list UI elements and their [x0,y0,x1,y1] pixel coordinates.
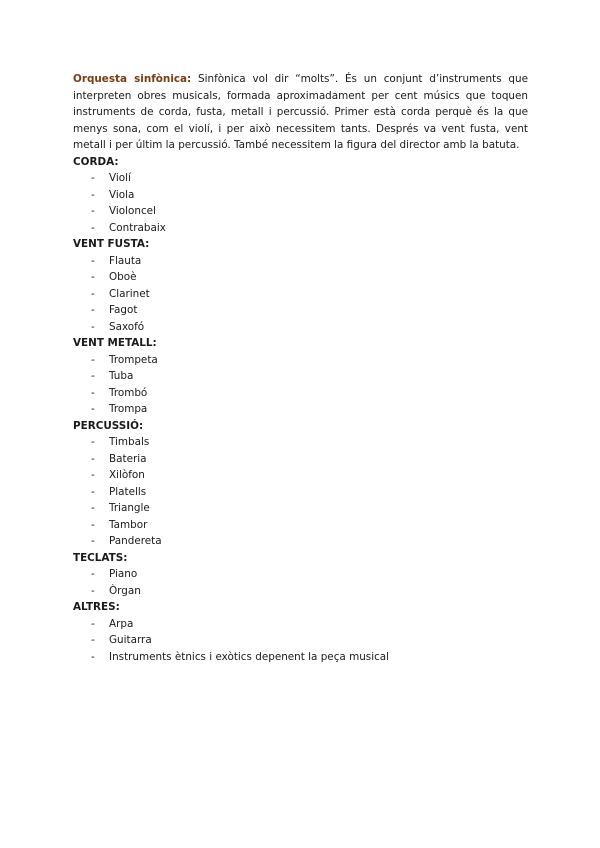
bullet-dash: - [91,386,95,399]
instrument-list [73,352,528,418]
list-item-label: Timbals [109,436,150,449]
list-item-label: Xilòfon [109,469,145,482]
section-2 [73,236,528,335]
section-5 [73,550,528,600]
list-item-label: Òrgan [109,584,141,597]
list-item [73,352,528,369]
list-item [73,187,528,204]
bullet-dash: - [91,271,95,284]
list-item [73,649,528,666]
list-item-label: Arpa [109,617,134,630]
bullet-dash: - [91,584,95,597]
list-item-label: Trombó [109,386,148,399]
list-item [73,203,528,220]
bullet-dash: - [91,370,95,383]
list-item [73,401,528,418]
list-item [73,319,528,336]
list-item-label: Flauta [109,254,142,267]
list-item-label: Fagot [109,304,138,317]
bullet-dash: - [91,436,95,449]
list-item-label: Violoncel [109,205,156,218]
section-title: TECLATS: [73,551,128,564]
section-1 [73,154,528,237]
intro-paragraph [73,71,528,154]
list-item [73,517,528,534]
instrument-list [73,170,528,236]
list-item-label: Guitarra [109,634,152,647]
intro-lead: Orquesta sinfònica: [73,73,192,85]
list-item-label: Oboè [109,271,137,284]
document-page [73,71,528,665]
bullet-dash: - [91,304,95,317]
list-item [73,385,528,402]
section-title: CORDA: [73,155,119,168]
list-item [73,467,528,484]
list-item-label: Bateria [109,452,147,465]
bullet-dash: - [91,502,95,515]
bullet-dash: - [91,485,95,498]
list-item-label: Triangle [109,502,150,515]
bullet-dash: - [91,403,95,416]
list-item [73,269,528,286]
bullet-dash: - [91,205,95,218]
bullet-dash: - [91,188,95,201]
list-item [73,533,528,550]
section-3 [73,335,528,418]
list-item-label: Trompeta [109,353,158,366]
list-item [73,484,528,501]
list-item-label: Pandereta [109,535,162,548]
instrument-list [73,566,528,599]
list-item [73,170,528,187]
list-item [73,500,528,517]
list-item [73,566,528,583]
list-item-label: Saxofó [109,320,145,333]
section-title: ALTRES: [73,601,120,614]
list-item [73,434,528,451]
list-item-label: Tambor [109,518,148,531]
section-title: PERCUSSIÓ: [73,419,144,432]
list-item [73,368,528,385]
bullet-dash: - [91,518,95,531]
list-item [73,451,528,468]
list-item-label: Contrabaix [109,221,166,234]
list-item-label: Piano [109,568,138,581]
list-item-label: Trompa [109,403,148,416]
bullet-dash: - [91,535,95,548]
list-item [73,632,528,649]
instrument-list [73,434,528,550]
bullet-dash: - [91,650,95,663]
list-item-label: Instruments ètnics i exòtics depenent la peça musical [109,650,390,663]
list-item-label: Clarinet [109,287,150,300]
list-item [73,583,528,600]
section-6 [73,599,528,665]
list-item-label: Violí [109,172,131,185]
section-4 [73,418,528,550]
bullet-dash: - [91,221,95,234]
bullet-dash: - [91,254,95,267]
bullet-dash: - [91,287,95,300]
bullet-dash: - [91,452,95,465]
intro-text: Sinfònica vol dir “molts”. És un conjunt d’instruments que interpreten obres musicals, formada aproximadament per cent músics que toquen instruments de corda, fusta, metall i percussió. Primer està corda perquè és la que menys sona, com el violí, i per això necessitem tants. Després va vent fusta, vent metall i per últim la percussió. També necessitem la figura del director amb la batuta. [73,73,528,152]
bullet-dash: - [91,634,95,647]
instrument-list [73,253,528,336]
list-item [73,302,528,319]
bullet-dash: - [91,353,95,366]
list-item [73,286,528,303]
bullet-dash: - [91,320,95,333]
bullet-dash: - [91,568,95,581]
list-item-label: Tuba [109,370,134,383]
list-item [73,220,528,237]
section-title: VENT FUSTA: [73,238,150,251]
bullet-dash: - [91,469,95,482]
list-item [73,616,528,633]
section-title: VENT METALL: [73,337,157,350]
list-item-label: Platells [109,485,147,498]
list-item [73,253,528,270]
bullet-dash: - [91,172,95,185]
list-item-label: Viola [109,188,135,201]
instrument-list [73,616,528,666]
bullet-dash: - [91,617,95,630]
instrument-sections [73,154,528,666]
